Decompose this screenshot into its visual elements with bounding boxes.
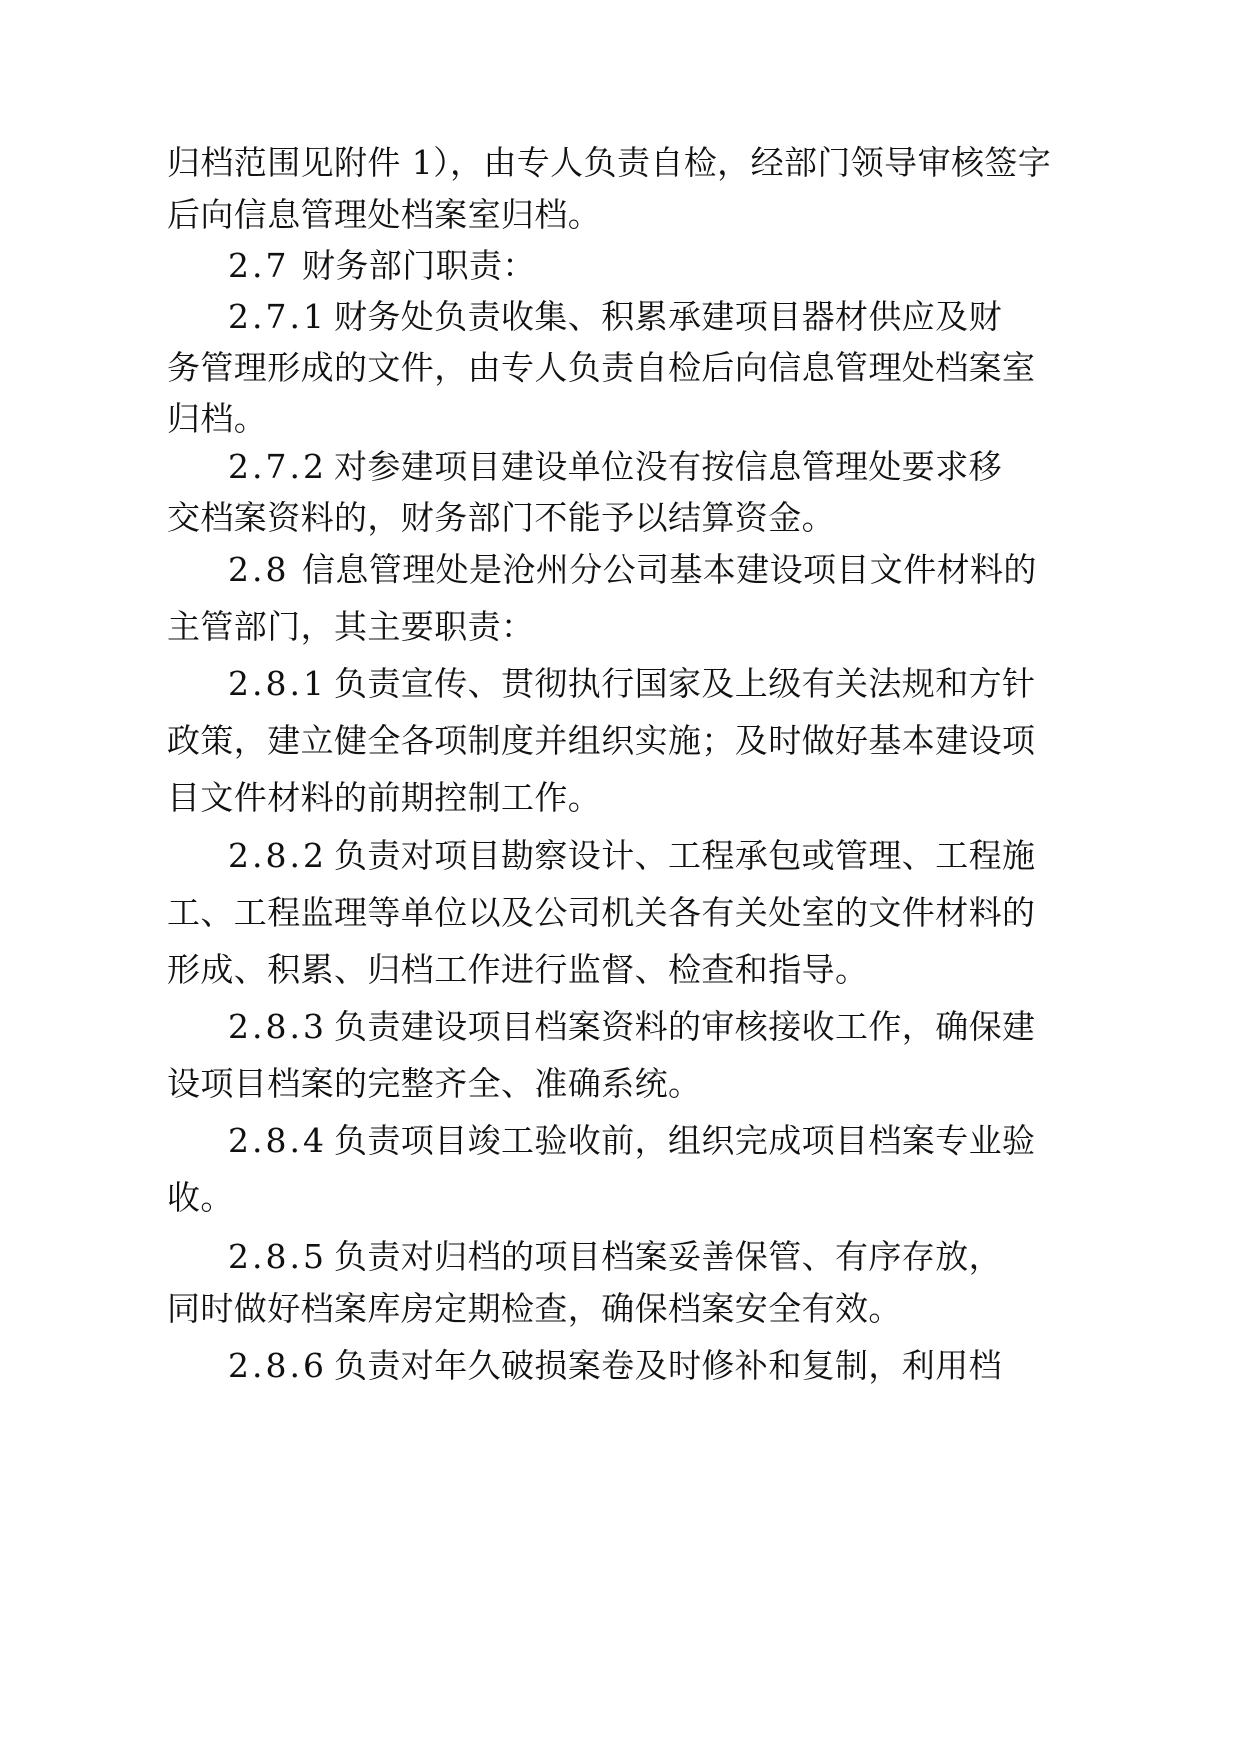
section-text: 负责对归档的项目档案妥善保管、有序存放， <box>334 1237 1002 1276</box>
section-number: 2.7 <box>228 246 290 285</box>
line-text: 归档。 <box>167 399 268 438</box>
section-number: 2.8 <box>228 550 290 589</box>
text-line <box>0 1058 1241 1110</box>
section-number: 2.8.1 <box>228 664 327 703</box>
section-heading <box>0 291 1241 343</box>
line-text: 归档范围见附件 1），由专人负责自检，经部门领导审核签字 <box>167 143 1052 182</box>
section-heading <box>0 830 1241 882</box>
section-heading <box>0 1340 1241 1392</box>
text-line <box>0 772 1241 824</box>
text-line <box>0 715 1241 767</box>
line-text: 政策，建立健全各项制度并组织实施；及时做好基本建设项 <box>167 721 1036 760</box>
section-text: 财务部门职责： <box>302 246 536 285</box>
line-text: 工、工程监理等单位以及公司机关各有关处室的文件材料的 <box>167 893 1036 932</box>
section-heading <box>0 240 1241 292</box>
section-number: 2.8.5 <box>228 1237 327 1276</box>
section-text: 负责宣传、贯彻执行国家及上级有关法规和方针 <box>334 664 1036 703</box>
text-line <box>0 944 1241 996</box>
text-line <box>0 137 1241 189</box>
text-line <box>0 342 1241 394</box>
line-text: 后向信息管理处档案室归档。 <box>167 195 602 234</box>
text-line <box>0 189 1241 241</box>
section-heading <box>0 1001 1241 1053</box>
section-text: 负责项目竣工验收前，组织完成项目档案专业验 <box>334 1121 1036 1160</box>
section-number: 2.8.4 <box>228 1121 327 1160</box>
section-number: 2.8.3 <box>228 1007 327 1046</box>
text-line <box>0 601 1241 653</box>
section-number: 2.8.2 <box>228 836 327 875</box>
section-text: 财务处负责收集、积累承建项目器材供应及财 <box>334 297 1002 336</box>
line-text: 同时做好档案库房定期检查，确保档案安全有效。 <box>167 1289 902 1328</box>
line-text: 交档案资料的，财务部门不能予以结算资金。 <box>167 498 835 537</box>
section-number: 2.7.1 <box>228 297 327 336</box>
section-heading <box>0 1231 1241 1283</box>
section-text: 信息管理处是沧州分公司基本建设项目文件材料的 <box>302 550 1037 589</box>
text-line <box>0 492 1241 544</box>
section-text: 负责建设项目档案资料的审核接收工作，确保建 <box>334 1007 1036 1046</box>
line-text: 形成、积累、归档工作进行监督、检查和指导。 <box>167 950 869 989</box>
line-text: 目文件材料的前期控制工作。 <box>167 778 602 817</box>
section-text: 对参建项目建设单位没有按信息管理处要求移 <box>334 447 1002 486</box>
section-number: 2.7.2 <box>228 447 327 486</box>
section-heading <box>0 441 1241 493</box>
line-text: 收。 <box>167 1178 234 1217</box>
line-text: 设项目档案的完整齐全、准确系统。 <box>167 1064 702 1103</box>
section-heading <box>0 658 1241 710</box>
section-text: 负责对项目勘察设计、工程承包或管理、工程施 <box>334 836 1036 875</box>
text-line <box>0 887 1241 939</box>
line-text: 务管理形成的文件，由专人负责自检后向信息管理处档案室 <box>167 348 1036 387</box>
text-line <box>0 1172 1241 1224</box>
section-heading <box>0 1115 1241 1167</box>
text-line <box>0 393 1241 445</box>
section-number: 2.8.6 <box>228 1346 327 1385</box>
line-text: 主管部门，其主要职责： <box>167 607 535 646</box>
text-line <box>0 1283 1241 1335</box>
section-heading <box>0 544 1241 596</box>
section-text: 负责对年久破损案卷及时修补和复制，利用档 <box>334 1346 1002 1385</box>
